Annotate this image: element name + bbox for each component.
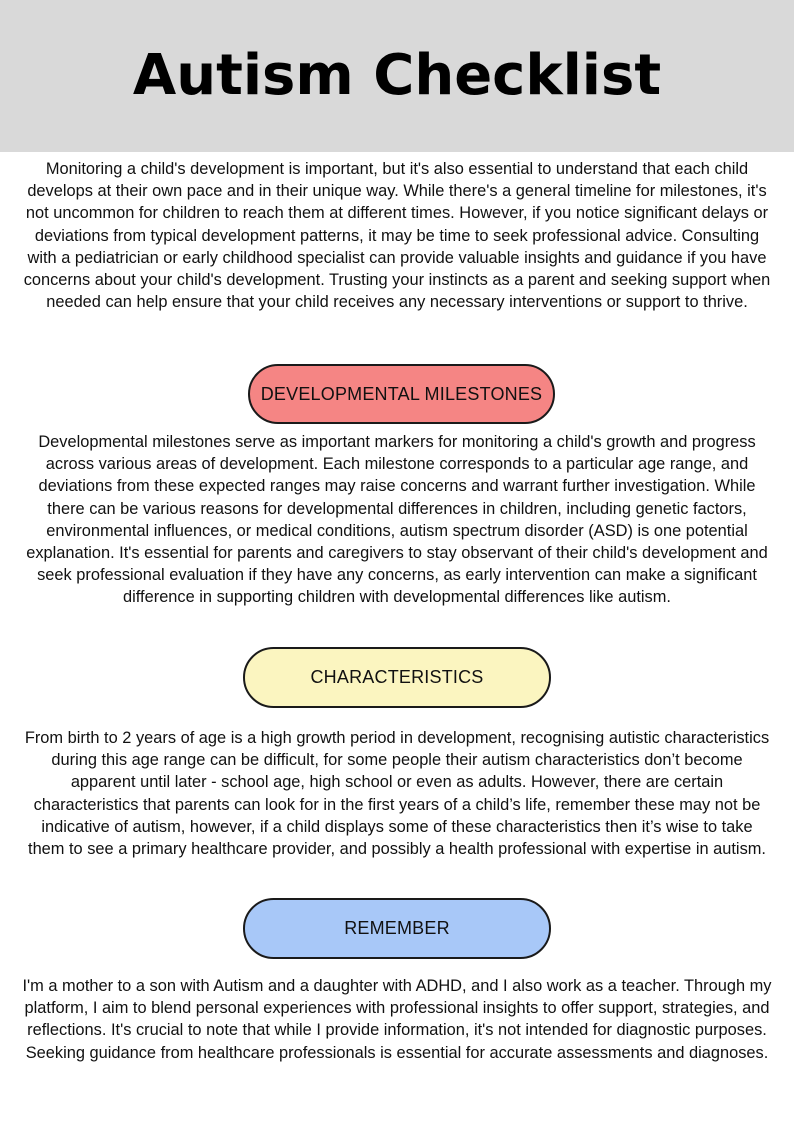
intro-paragraph: Monitoring a child's development is important, but it's also essential to understand that each child develops at their own pace and in their unique way. While there's a general timeline for milestones, it's not uncommon for children to reach them at different times. However, if you notice significant delays or deviations from typical development patterns, it may be time to seek professional advice. Consulting with a pediatrician or early childhood specialist can provide valuable insights and guidance if you have concerns about your child's development. Trusting your instincts as a parent and seeking support when needed can help ensure that your child receives any necessary interventions or support to thrive. xyxy=(23,160,771,312)
remember-paragraph: I'm a mother to a son with Autism and a daughter with ADHD, and I also work as a teacher. Through my platform, I aim to blend personal experiences with professional insights to offer support, strategies, and reflections. It's crucial to note that while I provide information, it's not intended for diagnostic purposes. Seeking guidance from healthcare professionals is essential for accurate assessments and diagnoses. xyxy=(22,977,772,1062)
page-title: Autism Checklist xyxy=(132,43,662,108)
characteristics-paragraph: From birth to 2 years of age is a high growth period in development, recognising autistic characteristics during this age range can be difficult, for some people their autism characteristics don’t become apparent until later - school age, high school or even as adults. However, there are certain characteristics that parents can look for in the first years of a child’s life, remember these may not be indicative of autism, however, if a child displays some of these characteristics then it’s wise to take them to see a primary healthcare provider, and possibly a health professional with expertise in autism. xyxy=(24,729,770,859)
milestones-paragraph: Developmental milestones serve as important markers for monitoring a child's growth and progress across various areas of development. Each milestone corresponds to a particular age range, and deviations from these expected ranges may raise concerns and warrant further investigation. While there can be various reasons for developmental differences in children, including genetic factors, environmental influences, or medical conditions, autism spectrum disorder (ASD) is one potential explanation. It's essential for parents and caregivers to stay observant of their child's development and seek professional evaluation if they have any concerns, as early intervention can make a significant difference in supporting children with developmental differences like autism. xyxy=(26,433,768,607)
header-banner xyxy=(0,0,794,152)
remember-heading: REMEMBER xyxy=(243,898,551,959)
developmental-milestones-heading: DEVELOPMENTAL MILESTONES xyxy=(248,364,555,424)
characteristics-heading: CHARACTERISTICS xyxy=(243,647,551,708)
